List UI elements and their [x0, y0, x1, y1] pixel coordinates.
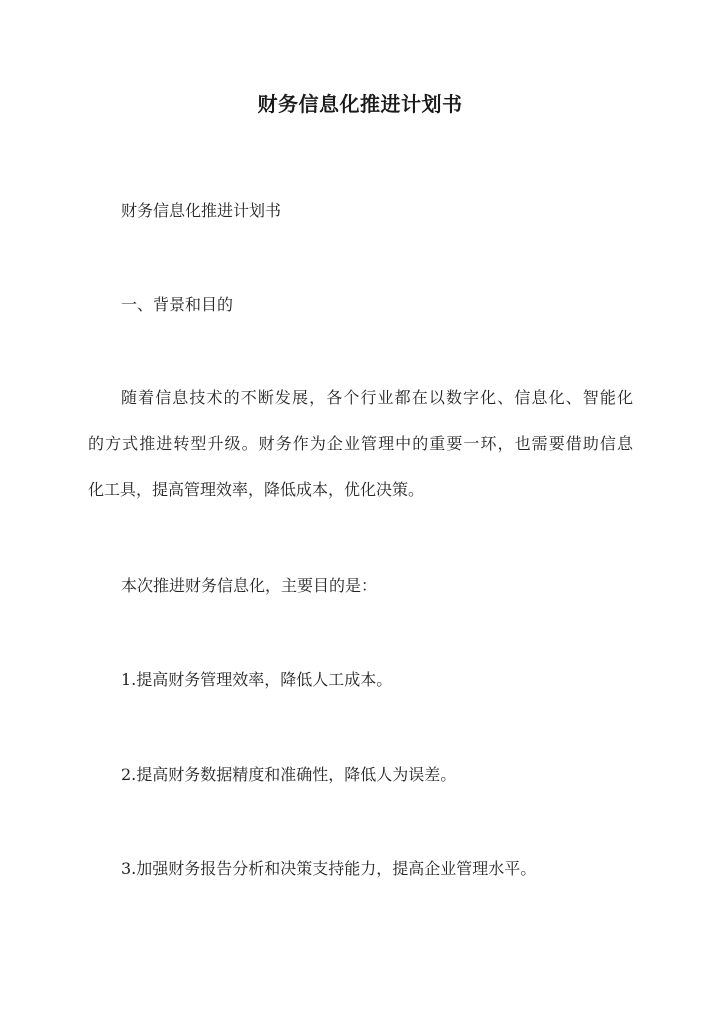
goal-item: 3.加强财务报告分析和决策支持能力，提高企业管理水平。 — [121, 859, 537, 878]
goal-item: 1.提高财务管理效率，降低人工成本。 — [121, 670, 393, 689]
background-line: 随着信息技术的不断发展，各个行业都在以数字化、信息化、智能化 — [121, 388, 633, 407]
purpose-intro: 本次推进财务信息化，主要目的是： — [121, 576, 378, 595]
document-title: 财务信息化推进计划书 — [257, 92, 463, 116]
background-line: 化工具，提高管理效率，降低成本，优化决策。 — [88, 480, 425, 499]
document-subtitle: 财务信息化推进计划书 — [121, 201, 282, 220]
section-heading-background: 一、背景和目的 — [121, 295, 234, 314]
background-paragraph — [88, 375, 633, 513]
background-line: 的方式推进转型升级。财务作为企业管理中的重要一环，也需要借助信息 — [88, 434, 633, 453]
goal-item: 2.提高财务数据精度和准确性，降低人为误差。 — [121, 765, 457, 784]
